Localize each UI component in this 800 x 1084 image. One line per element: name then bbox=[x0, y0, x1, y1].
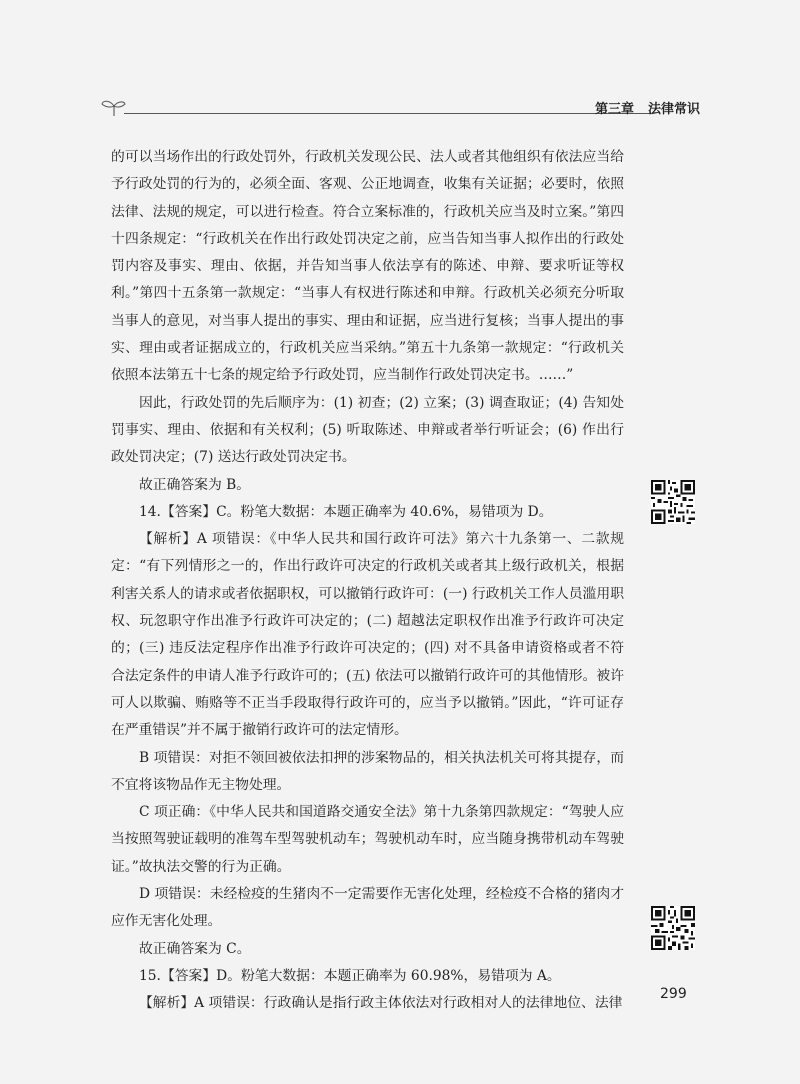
paragraph-analysis-14-d: D 项错误：未经检疫的生猪肉不一定需要作无害化处理，经检疫不合格的猪肉才应作无害化处理。 bbox=[111, 886, 624, 930]
paragraph-analysis-15-a: 【解析】A 项错误：行政确认是指行政主体依法对行政相对人的法律地位、法律 bbox=[139, 995, 623, 1012]
qr-code-icon[interactable] bbox=[651, 480, 695, 524]
chapter-number: 第三章 bbox=[594, 102, 634, 117]
running-header bbox=[100, 96, 700, 122]
page-number: 299 bbox=[660, 986, 687, 1002]
paragraph-analysis-14-a: 【解析】A 项错误：《中华人民共和国行政许可法》第六十九条第一、二款规定：“有下列情形之一的，作出行政许可决定的行政机关或者其上级行政机关，根据利害关系人的请求或者依据职权，可以撤销行政许可：(一) 行政机关工作人员滥用职权、玩忽职守作出准予行政许可决定的；(二) 超越法定职权作出准予行政许可决定的；(三) 违反法定程序作出准予行政许可决定的；(四) 对不具备申请资格或者不符合法定条件的申请人准予行政许可的；(五) 依法可以撤销行政许可的其他情形。被许可人以欺骗、贿赂等不正当手段取得行政许可的，应当予以撤销。”因此，“许可证存在严重错误”并不属于撤销行政许可的法定情形。 bbox=[111, 531, 624, 739]
paragraph-conclusion-14: 故正确答案为 C。 bbox=[139, 940, 251, 957]
paragraph-answer-14: 14.【答案】C。粉笔大数据：本题正确率为 40.6%，易错项为 D。 bbox=[139, 503, 553, 520]
chapter-title bbox=[595, 98, 700, 117]
body-text bbox=[111, 144, 624, 1018]
qr-code-icon[interactable] bbox=[651, 906, 695, 950]
paragraph-answer-13: 故正确答案为 B。 bbox=[139, 476, 251, 493]
paragraph-continuation: 的可以当场作出的行政处罚外，行政机关发现公民、法人或者其他组织有依法应当给予行政处罚的行为的，必须全面、客观、公正地调查，收集有关证据；必要时，依照法律、法规的规定，可以进行检查。符合立案标准的，行政机关应当及时立案。”第四十四条规定：“行政机关在作出行政处罚决定之前，应当告知当事人拟作出的行政处罚内容及事实、理由、依据，并告知当事人依法享有的陈述、申辩、要求听证等权利。”第四十五条第一款规定：“当事人有权进行陈述和申辩。行政机关必须充分听取当事人的意见，对当事人提出的事实、理由和证据，应当进行复核；当事人提出的事实、理由或者证据成立的，行政机关应当采纳。”第五十九条第一款规定：“行政机关依照本法第五十七条的规定给予行政处罚，应当制作行政处罚决定书。……” bbox=[111, 149, 624, 384]
sprout-icon bbox=[100, 98, 128, 118]
paragraph-sequence: 因此，行政处罚的先后顺序为：(1) 初查；(2) 立案；(3) 调查取证；(4) 告知处罚事实、理由、依据和有关权利；(5) 听取陈述、申辩或者举行听证会；(6) 作出行政处罚决定；(7) 送达行政处罚决定书。 bbox=[111, 394, 624, 466]
paragraph-answer-15: 15.【答案】D。粉笔大数据：本题正确率为 60.98%，易错项为 A。 bbox=[139, 967, 561, 984]
paragraph-analysis-14-b: B 项错误：对拒不领回被依法扣押的涉案物品的，相关执法机关可将其提存，而不宜将该物品作无主物处理。 bbox=[111, 749, 624, 793]
header-rule bbox=[124, 113, 652, 114]
chapter-name: 法律常识 bbox=[647, 102, 700, 117]
paragraph-analysis-14-c: C 项正确：《中华人民共和国道路交通安全法》第十九条第四款规定：“驾驶人应当按照驾驶证载明的准驾车型驾驶机动车；驾驶机动车时，应当随身携带机动车驾驶证。”故执法交警的行为正确。 bbox=[111, 804, 624, 875]
